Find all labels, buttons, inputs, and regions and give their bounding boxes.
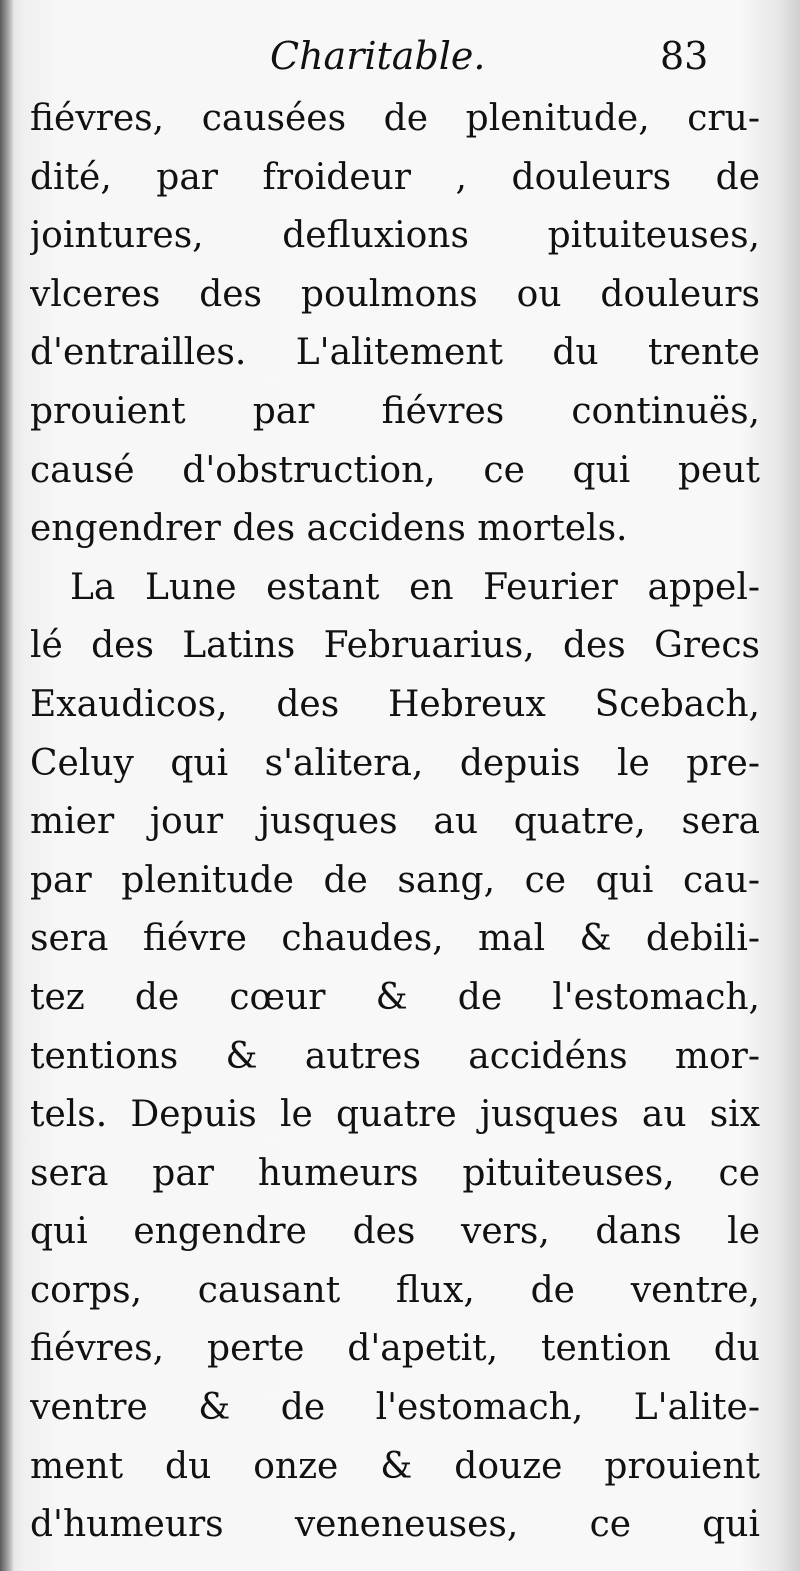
text-line: vlceres des poulmons ou douleurs: [30, 273, 760, 315]
page-header: [0, 28, 800, 88]
text-line: mier jour jusques au quatre, sera: [30, 801, 760, 843]
text-line: prouient par fiévres continuës,: [30, 390, 760, 432]
text-line: Celuy qui s'alitera, depuis le pre-: [30, 742, 760, 784]
text-line: fiévres, perte d'apetit, tention du: [30, 1328, 760, 1370]
text-line: tels. Depuis le quatre jusques au six: [30, 1094, 760, 1136]
text-line: par plenitude de sang, ce qui cau-: [30, 859, 760, 901]
text-line: lé des Latins Februarius, des Grecs: [30, 625, 760, 667]
text-line: tentions & autres accidéns mor-: [30, 1035, 760, 1077]
text-line: sera fiévre chaudes, mal & debili-: [30, 918, 760, 960]
text-line: corps, causant flux, de ventre,: [30, 1269, 760, 1311]
text-line: La Lune estant en Feurier appel-: [70, 566, 760, 608]
text-line: d'humeurs veneneuses, ce qui: [30, 1504, 760, 1546]
text-line: ventre & de l'estomach, L'alite-: [30, 1387, 760, 1429]
paragraph-2: [30, 559, 760, 1555]
text-line: sera par humeurs pituiteuses, ce: [30, 1152, 760, 1194]
paragraph-1: [30, 90, 760, 559]
text-line: causé d'obstruction, ce qui peut: [30, 449, 760, 491]
text-line: engendrer des accidens mortels.: [30, 508, 628, 550]
page-number: 83: [660, 34, 709, 78]
text-line: fiévres, causées de plenitude, cru-: [30, 98, 760, 139]
text-line: Exaudicos, des Hebreux Scebach,: [30, 683, 760, 725]
text-line: dité, par froideur , douleurs de: [30, 156, 760, 198]
page-gutter-shadow: [0, 0, 14, 1571]
page-body: [30, 90, 760, 1555]
text-line: jointures, defluxions pituiteuses,: [30, 215, 760, 257]
text-line: tez de cœur & de l'estomach,: [30, 976, 760, 1018]
text-line: d'entrailles. L'alitement du trente: [30, 332, 760, 374]
text-line: ment du onze & douze prouient: [30, 1445, 760, 1487]
text-line: qui engendre des vers, dans le: [30, 1211, 760, 1253]
running-head: Charitable.: [270, 34, 486, 78]
